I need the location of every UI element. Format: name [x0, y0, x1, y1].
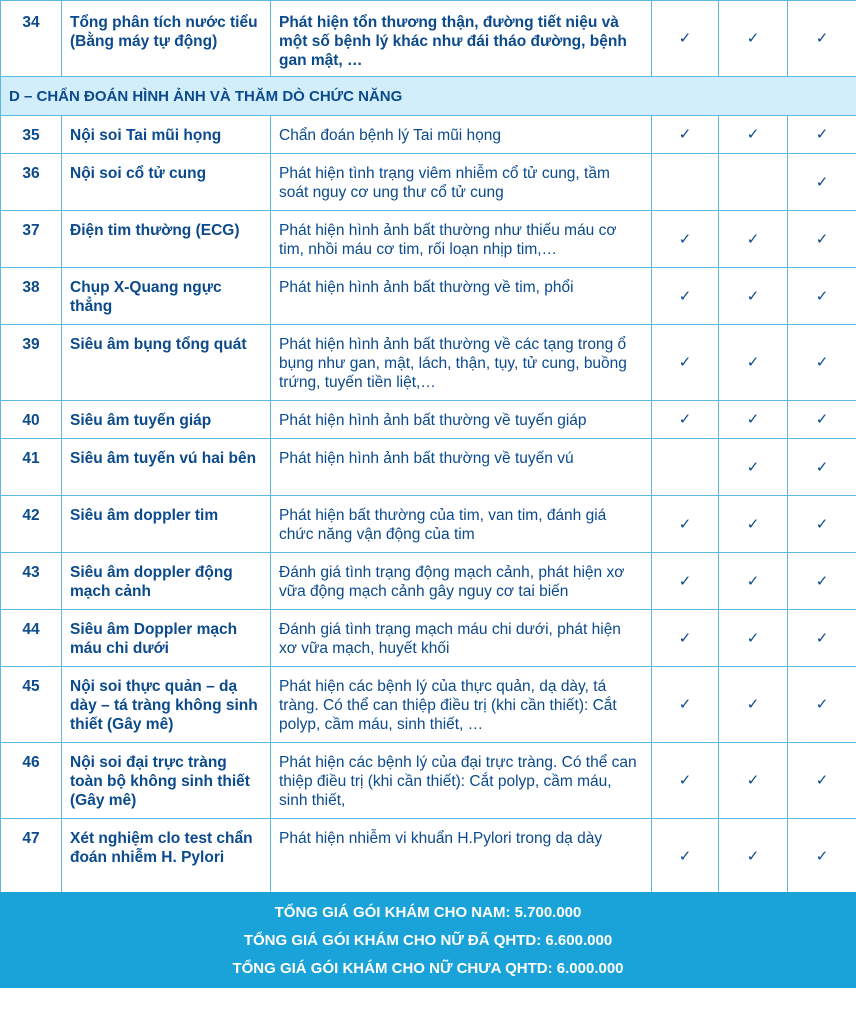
check-icon: ✓ [719, 116, 788, 154]
table-row [1, 268, 856, 325]
check-icon: ✓ [788, 268, 856, 325]
price-summary [0, 892, 856, 988]
price-female-single: TỔNG GIÁ GÓI KHÁM CHO NỮ CHƯA QHTD: 6.000.000 [232, 960, 624, 977]
row-number: 46 [1, 743, 62, 819]
table-row [1, 496, 856, 553]
row-name: Điện tim thường (ECG) [62, 211, 271, 268]
row-description: Phát hiện tình trạng viêm nhiễm cổ tử cung, tầm soát nguy cơ ung thư cổ tử cung [271, 154, 652, 211]
row-number: 41 [1, 439, 62, 496]
table-row [1, 819, 856, 895]
row-name: Nội soi đại trực tràng toàn bộ không sinh thiết (Gây mê) [62, 743, 271, 819]
row-number: 37 [1, 211, 62, 268]
section-header [1, 77, 856, 116]
row-description: Phát hiện hình ảnh bất thường về tim, phổi [271, 268, 652, 325]
check-icon: ✓ [719, 325, 788, 401]
row-number: 43 [1, 553, 62, 610]
row-name: Siêu âm tuyến vú hai bên [62, 439, 271, 496]
check-icon: ✓ [788, 819, 856, 895]
row-number: 35 [1, 116, 62, 154]
check-icon [719, 154, 788, 211]
section-title: D – CHẨN ĐOÁN HÌNH ẢNH VÀ THĂM DÒ CHỨC NĂNG [1, 77, 856, 116]
check-icon: ✓ [652, 211, 719, 268]
price-female-married: TỔNG GIÁ GÓI KHÁM CHO NỮ ĐÃ QHTD: 6.600.000 [243, 932, 613, 949]
check-icon: ✓ [719, 819, 788, 895]
table-row [1, 401, 856, 439]
check-icon: ✓ [652, 667, 719, 743]
price-male: TỔNG GIÁ GÓI KHÁM CHO NAM: 5.700.000 [274, 904, 582, 921]
table-row [1, 116, 856, 154]
table-row [1, 325, 856, 401]
check-icon: ✓ [788, 154, 856, 211]
check-icon: ✓ [788, 211, 856, 268]
check-icon [652, 439, 719, 496]
row-number: 39 [1, 325, 62, 401]
row-number: 38 [1, 268, 62, 325]
check-icon: ✓ [719, 268, 788, 325]
check-icon: ✓ [719, 211, 788, 268]
table-row [1, 439, 856, 496]
check-icon: ✓ [719, 610, 788, 667]
check-icon: ✓ [652, 401, 719, 439]
table-row [1, 1, 856, 77]
row-number: 47 [1, 819, 62, 895]
row-number: 40 [1, 401, 62, 439]
row-description: Phát hiện hình ảnh bất thường về tuyến giáp [271, 401, 652, 439]
row-description: Phát hiện hình ảnh bất thường như thiếu máu cơ tim, nhồi máu cơ tim, rối loạn nhịp tim,… [271, 211, 652, 268]
row-description: Chẩn đoán bệnh lý Tai mũi họng [271, 116, 652, 154]
row-description: Phát hiện tổn thương thận, đường tiết niệu và một số bệnh lý khác như đái tháo đường, bệnh gan mật, … [271, 1, 652, 77]
row-number: 42 [1, 496, 62, 553]
check-icon: ✓ [652, 819, 719, 895]
row-name: Chụp X-Quang ngực thẳng [62, 268, 271, 325]
row-description: Phát hiện các bệnh lý của thực quản, dạ dày, tá tràng. Có thể can thiệp điều trị (khi cần thiết): Cắt polyp, cầm máu, sinh thiết, … [271, 667, 652, 743]
check-icon: ✓ [652, 325, 719, 401]
row-name: Tổng phân tích nước tiểu (Bằng máy tự động) [62, 1, 271, 77]
check-icon: ✓ [652, 610, 719, 667]
row-description: Phát hiện nhiễm vi khuẩn H.Pylori trong dạ dày [271, 819, 652, 895]
table-row [1, 610, 856, 667]
row-name: Siêu âm Doppler mạch máu chi dưới [62, 610, 271, 667]
table-row [1, 743, 856, 819]
check-icon: ✓ [788, 553, 856, 610]
check-icon: ✓ [719, 439, 788, 496]
row-number: 44 [1, 610, 62, 667]
table-row [1, 553, 856, 610]
check-icon: ✓ [788, 116, 856, 154]
row-name: Nội soi Tai mũi họng [62, 116, 271, 154]
check-icon: ✓ [652, 116, 719, 154]
row-name: Xét nghiệm clo test chẩn đoán nhiễm H. Pylori [62, 819, 271, 895]
row-description: Đánh giá tình trạng động mạch cảnh, phát hiện xơ vữa động mạch cảnh gây nguy cơ tai biến [271, 553, 652, 610]
check-icon: ✓ [788, 1, 856, 77]
row-name: Siêu âm tuyến giáp [62, 401, 271, 439]
check-icon: ✓ [788, 610, 856, 667]
check-icon: ✓ [652, 1, 719, 77]
check-icon: ✓ [719, 743, 788, 819]
table-body [1, 1, 856, 895]
table-row [1, 667, 856, 743]
row-name: Nội soi cổ tử cung [62, 154, 271, 211]
check-icon: ✓ [719, 401, 788, 439]
check-icon: ✓ [719, 553, 788, 610]
row-name: Siêu âm doppler tim [62, 496, 271, 553]
check-icon: ✓ [652, 496, 719, 553]
row-description: Phát hiện hình ảnh bất thường về các tạng trong ổ bụng như gan, mật, lách, thận, tụy, tử cung, buồng trứng, tuyến tiền liệt,… [271, 325, 652, 401]
row-description: Phát hiện các bệnh lý của đại trực tràng. Có thể can thiệp điều trị (khi cần thiết): Cắt polyp, cầm máu, sinh thiết, [271, 743, 652, 819]
check-icon: ✓ [788, 325, 856, 401]
row-number: 34 [1, 1, 62, 77]
check-icon: ✓ [652, 743, 719, 819]
check-icon: ✓ [788, 401, 856, 439]
row-description: Đánh giá tình trạng mạch máu chi dưới, phát hiện xơ vữa mạch, huyết khối [271, 610, 652, 667]
table-row [1, 154, 856, 211]
row-name: Siêu âm doppler động mạch cảnh [62, 553, 271, 610]
check-icon: ✓ [719, 1, 788, 77]
row-name: Nội soi thực quản – dạ dày – tá tràng không sinh thiết (Gây mê) [62, 667, 271, 743]
check-icon: ✓ [788, 667, 856, 743]
check-icon: ✓ [788, 743, 856, 819]
row-name: Siêu âm bụng tổng quát [62, 325, 271, 401]
check-icon: ✓ [788, 439, 856, 496]
check-icon: ✓ [652, 553, 719, 610]
check-icon: ✓ [719, 496, 788, 553]
row-description: Phát hiện bất thường của tim, van tim, đánh giá chức năng vận động của tim [271, 496, 652, 553]
table-row [1, 211, 856, 268]
check-icon: ✓ [788, 496, 856, 553]
row-number: 45 [1, 667, 62, 743]
check-icon [652, 154, 719, 211]
check-icon: ✓ [719, 667, 788, 743]
check-icon: ✓ [652, 268, 719, 325]
row-description: Phát hiện hình ảnh bất thường về tuyến vú [271, 439, 652, 496]
row-number: 36 [1, 154, 62, 211]
